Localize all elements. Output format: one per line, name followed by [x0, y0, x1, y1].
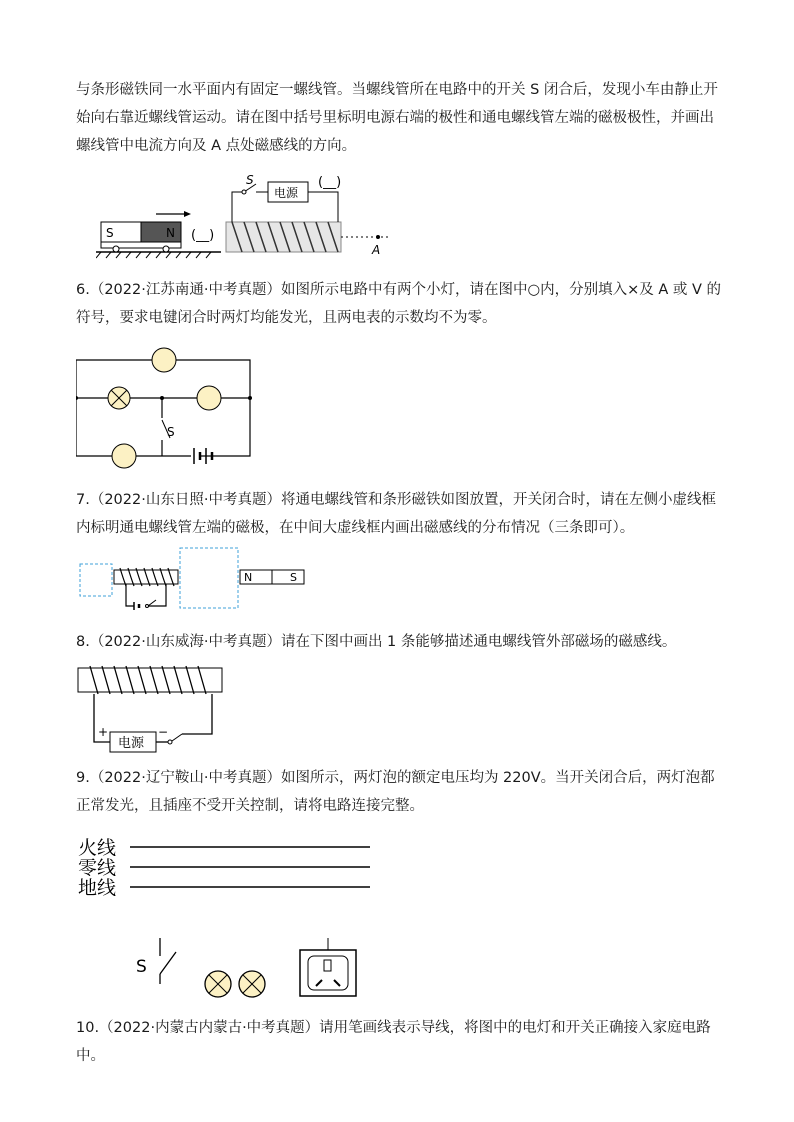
figure-q7-solenoid-magnet — [76, 546, 312, 612]
question-9-text: 9.（2022·辽宁鞍山·中考真题）如图所示，两灯泡的额定电压均为 220V。当开关闭合后，两灯泡都正常发光，且插座不受开关控制，请将电路连接完整。 — [76, 770, 715, 814]
neutral-wire-label: 零线 — [78, 857, 117, 879]
figure-q9-household-circuit — [78, 834, 378, 1000]
bar-magnet — [101, 222, 181, 242]
live-wire-label: 火线 — [78, 837, 117, 859]
switch-label: S — [167, 425, 175, 439]
lamp-icon — [239, 971, 265, 997]
ground-wire-label: 地线 — [78, 877, 117, 899]
solenoid-pole-bracket: (__) — [191, 228, 215, 243]
question-10-text: 10.（2022·内蒙古内蒙古·中考真题）请用笔画线表示导线，将图中的电灯和开关正确接入家庭电路中。 — [76, 1020, 711, 1064]
figure-q5-solenoid-cart — [96, 172, 426, 262]
magnet-s-label: S — [290, 571, 297, 584]
switch-label: S — [136, 957, 147, 977]
question-8-text: 8.（2022·山东威海·中考真题）请在下图中画出 1 条能够描述通电螺线管外部磁场的磁感线。 — [76, 634, 677, 650]
question-6-text: 6.（2022·江苏南通·中考真题）如图所示电路中有两个小灯，请在图中○内，分别填入×及 A 或 V 的符号，要求电键闭合时两灯均能发光，且两电表的示数均不为零。 — [76, 282, 722, 326]
magnet-n-label: N — [244, 571, 253, 584]
meter-slot-top — [152, 348, 176, 372]
power-label: 电源 — [274, 186, 299, 200]
switch-label: S — [246, 173, 254, 187]
meter-slot-right — [197, 386, 221, 410]
figure-q6-circuit — [76, 344, 256, 470]
minus-label: − — [158, 725, 169, 739]
arrow-right-icon — [184, 211, 191, 217]
meter-slot-bottom — [112, 444, 136, 468]
figure-q8-solenoid — [76, 664, 228, 756]
magnet-s-label: S — [106, 226, 114, 240]
power-pole-bracket: (__) — [318, 175, 342, 190]
socket-icon — [300, 938, 356, 996]
power-label: 电源 — [118, 736, 145, 751]
large-dashed-box — [180, 548, 238, 608]
plus-label: + — [98, 725, 109, 739]
point-a-label: A — [372, 243, 381, 257]
magnet-n-label: N — [166, 226, 175, 240]
lamp-icon — [205, 971, 231, 997]
question-5-text: 与条形磁铁同一水平面内有固定一螺线管。当螺线管所在电路中的开关 S 闭合后，发现小车由静止开始向右靠近螺线管运动。请在图中括号里标明电源右端的极性和通电螺线管左端的磁极极性，并画出螺线管中电流方向及 A 点处磁感线的方向。 — [76, 82, 718, 154]
small-dashed-box — [80, 564, 112, 596]
question-7-text: 7.（2022·山东日照·中考真题）将通电螺线管和条形磁铁如图放置，开关闭合时，请在左侧小虚线框内标明通电螺线管左端的磁极，在中间大虚线框内画出磁感线的分布情况（三条即可）。 — [76, 492, 716, 536]
